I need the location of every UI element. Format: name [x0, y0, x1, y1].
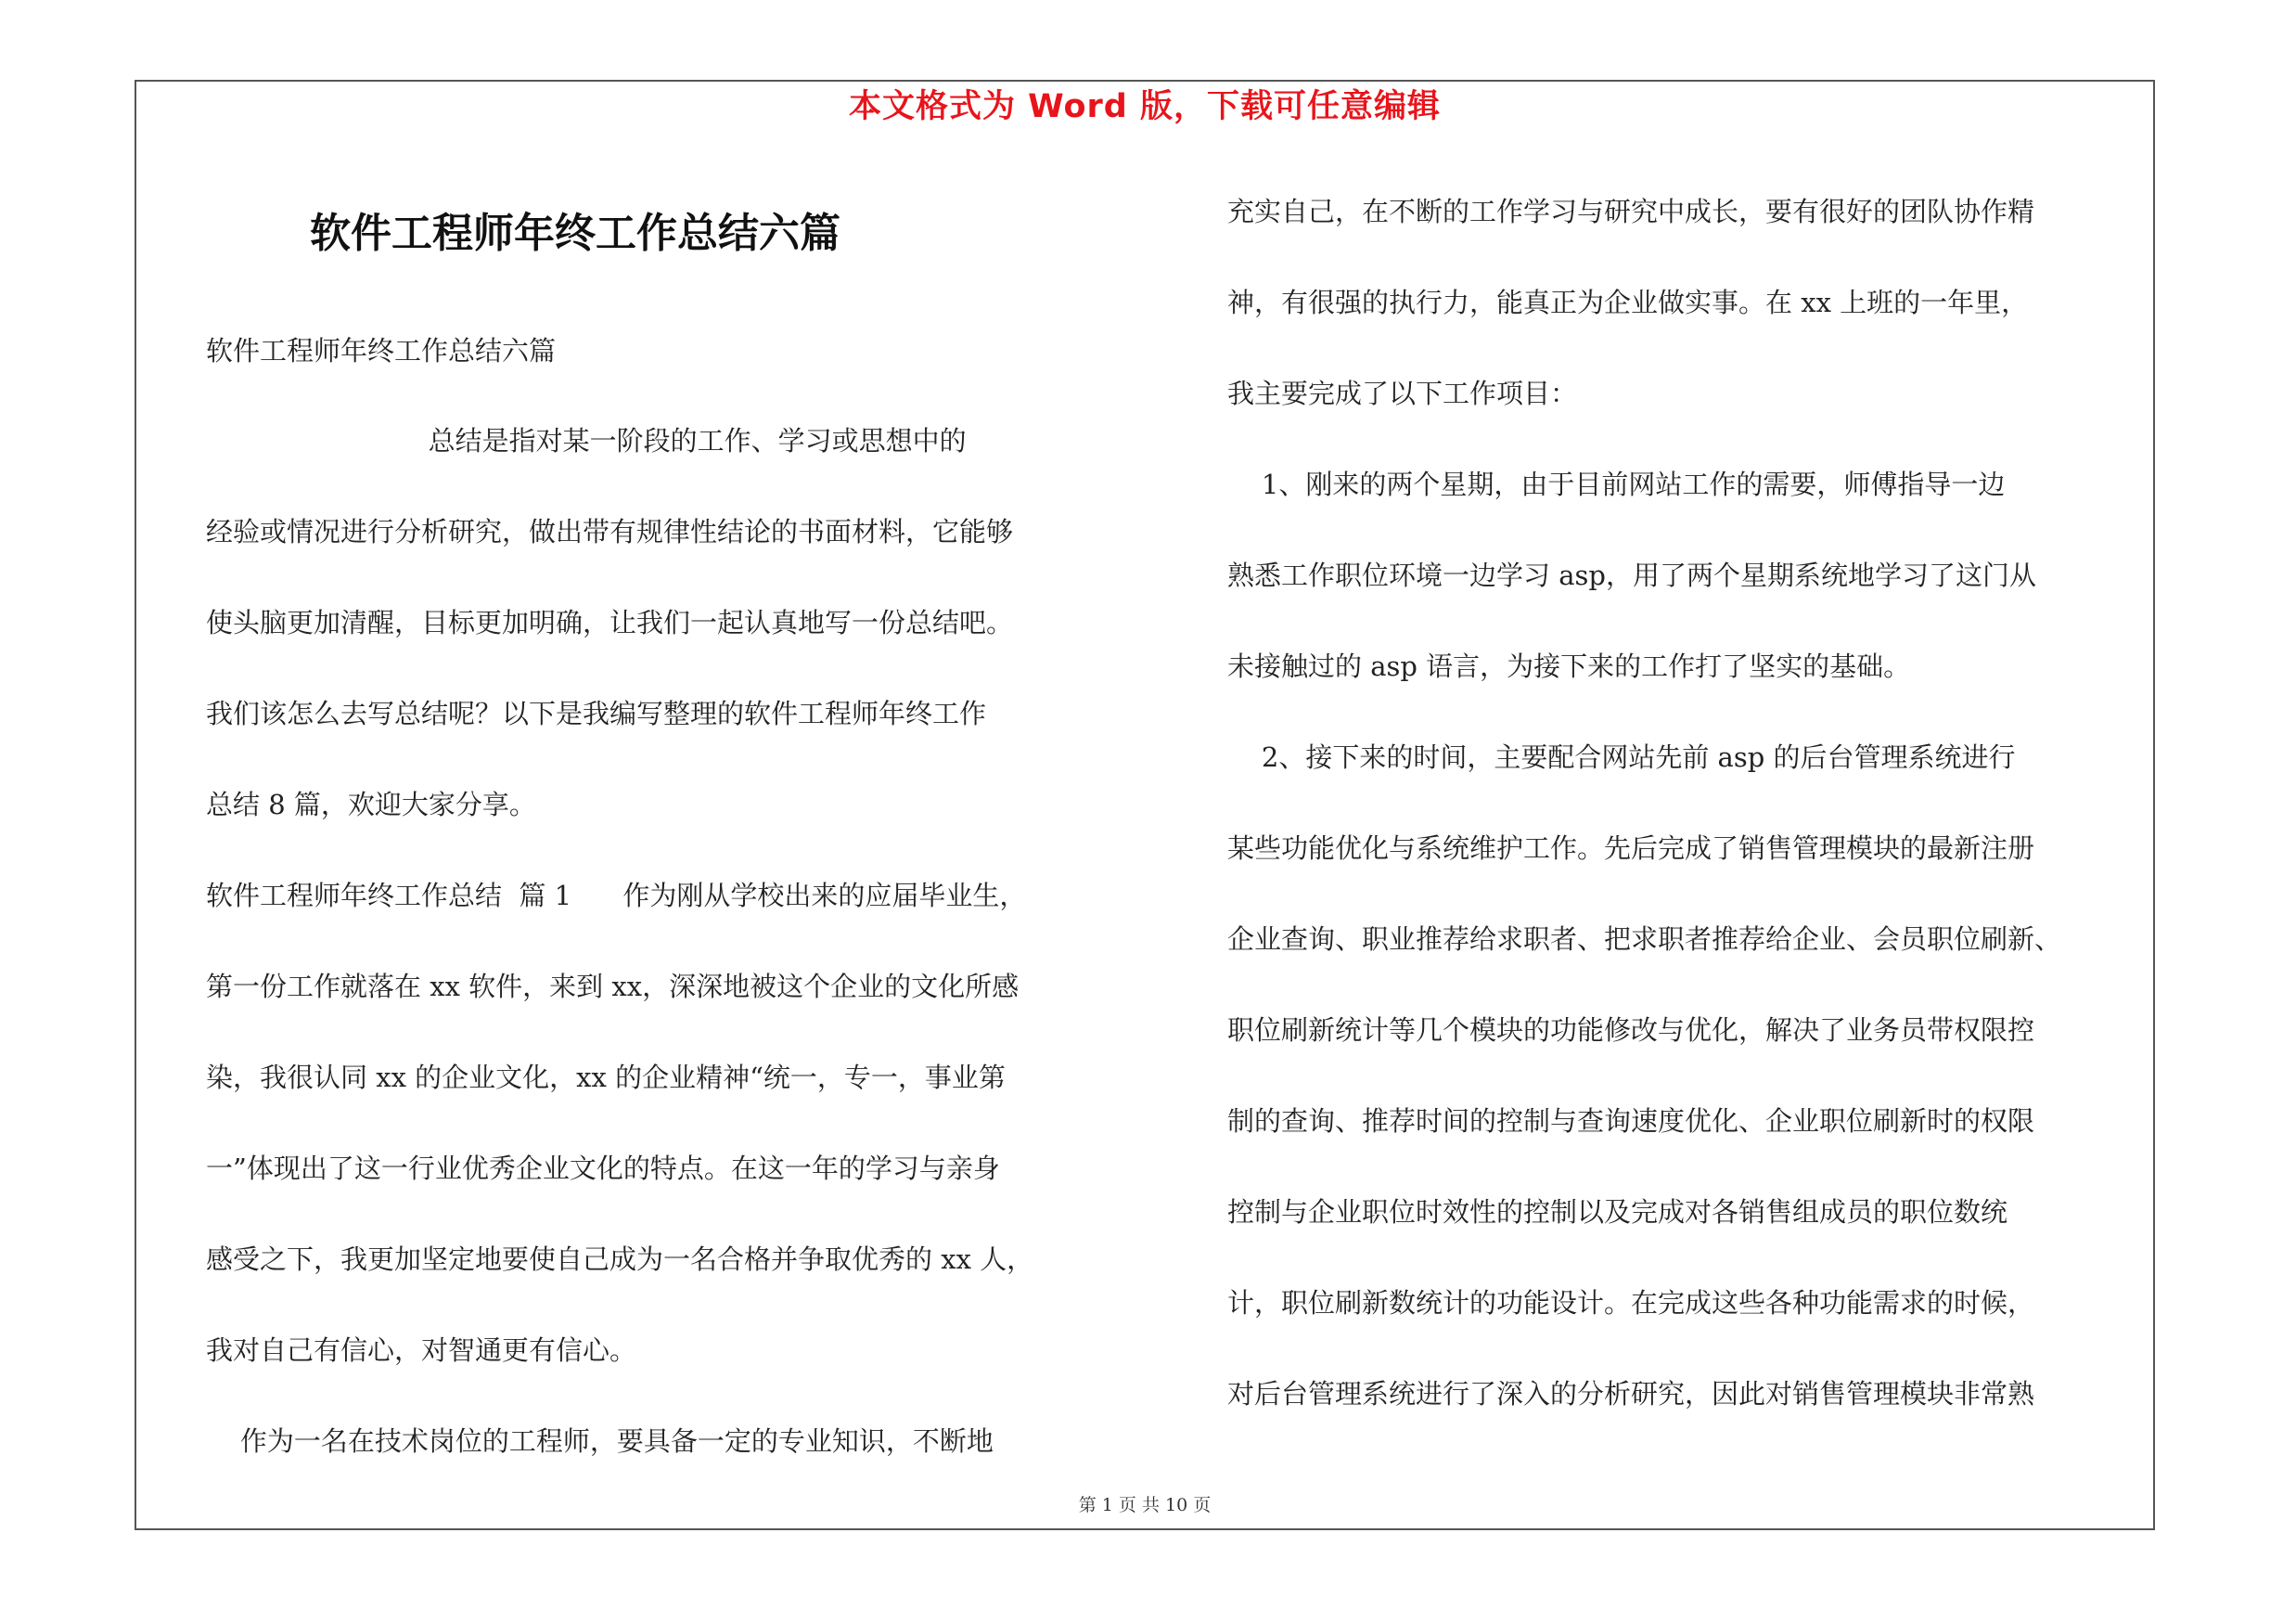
text-line: 未接触过的 asp 语言，为接下来的工作打了坚实的基础。 [1227, 650, 1911, 682]
text-line: 我主要完成了以下工作项目： [1227, 378, 1578, 409]
text-line: 软件工程师年终工作总结六篇 [206, 335, 557, 367]
text-line: 对后台管理系统进行了深入的分析研究，因此对销售管理模块非常熟 [1227, 1378, 2035, 1410]
text-line: 第一份工作就落在 xx 软件，来到 xx，深深地被这个企业的文化所感 [206, 971, 1020, 1002]
text-line: 熟悉工作职位环境一边学习 asp，用了两个星期系统地学习了这门从 [1227, 560, 2036, 591]
text-line: 作为一名在技术岗位的工程师，要具备一定的专业知识，不断地 [206, 1425, 994, 1457]
text-line: 软件工程师年终工作总结 篇 1 作为刚从学校出来的应届毕业生， [206, 880, 1027, 911]
text-line: 计，职位刷新数统计的功能设计。在完成这些各种功能需求的时候， [1227, 1287, 2035, 1319]
text-line: 感受之下，我更加坚定地要使自己成为一名合格并争取优秀的 xx 人， [206, 1243, 1034, 1275]
text-line: 某些功能优化与系统维护工作。先后完成了销售管理模块的最新注册 [1227, 832, 2035, 864]
text-line: 神，有很强的执行力，能真正为企业做实事。在 xx 上班的一年里， [1227, 287, 2029, 318]
text-line: 我对自己有信心，对智通更有信心。 [206, 1334, 637, 1366]
format-banner: 本文格式为 Word 版，下载可任意编辑 [848, 88, 1442, 125]
text-line: 一”体现出了这一行业优秀企业文化的特点。在这一年的学习与亲身 [206, 1153, 1000, 1184]
text-line: 职位刷新统计等几个模块的功能修改与优化，解决了业务员带权限控 [1227, 1014, 2035, 1046]
text-line: 制的查询、推荐时间的控制与查询速度优化、企业职位刷新时的权限 [1227, 1105, 2035, 1137]
text-line: 1、刚来的两个星期，由于目前网站工作的需要，师傅指导一边 [1227, 469, 2006, 500]
text-line: 染，我很认同 xx 的企业文化，xx 的企业精神“统一，专一，事业第 [206, 1062, 1006, 1093]
text-line: 使头脑更加清醒，目标更加明确，让我们一起认真地写一份总结吧。 [206, 607, 1014, 638]
text-line: 充实自己，在不断的工作学习与研究中成长，要有很好的团队协作精 [1227, 196, 2035, 227]
page-number-footer: 第 1 页 共 10 页 [1078, 1495, 1212, 1515]
text-line: 总结 8 篇，欢迎大家分享。 [206, 789, 536, 820]
text-line: 2、接下来的时间，主要配合网站先前 asp 的后台管理系统进行 [1227, 741, 2016, 773]
text-line: 经验或情况进行分析研究，做出带有规律性结论的书面材料，它能够 [206, 516, 1014, 547]
document-title: 软件工程师年终工作总结六篇 [310, 210, 840, 257]
text-line: 总结是指对某一阶段的工作、学习或思想中的 [206, 425, 967, 457]
text-line: 控制与企业职位时效性的控制以及完成对各销售组成员的职位数统 [1227, 1196, 2008, 1228]
text-line: 企业查询、职业推荐给求职者、把求职者推荐给企业、会员职位刷新、 [1227, 923, 2062, 955]
text-line: 我们该怎么去写总结呢？以下是我编写整理的软件工程师年终工作 [206, 698, 987, 729]
